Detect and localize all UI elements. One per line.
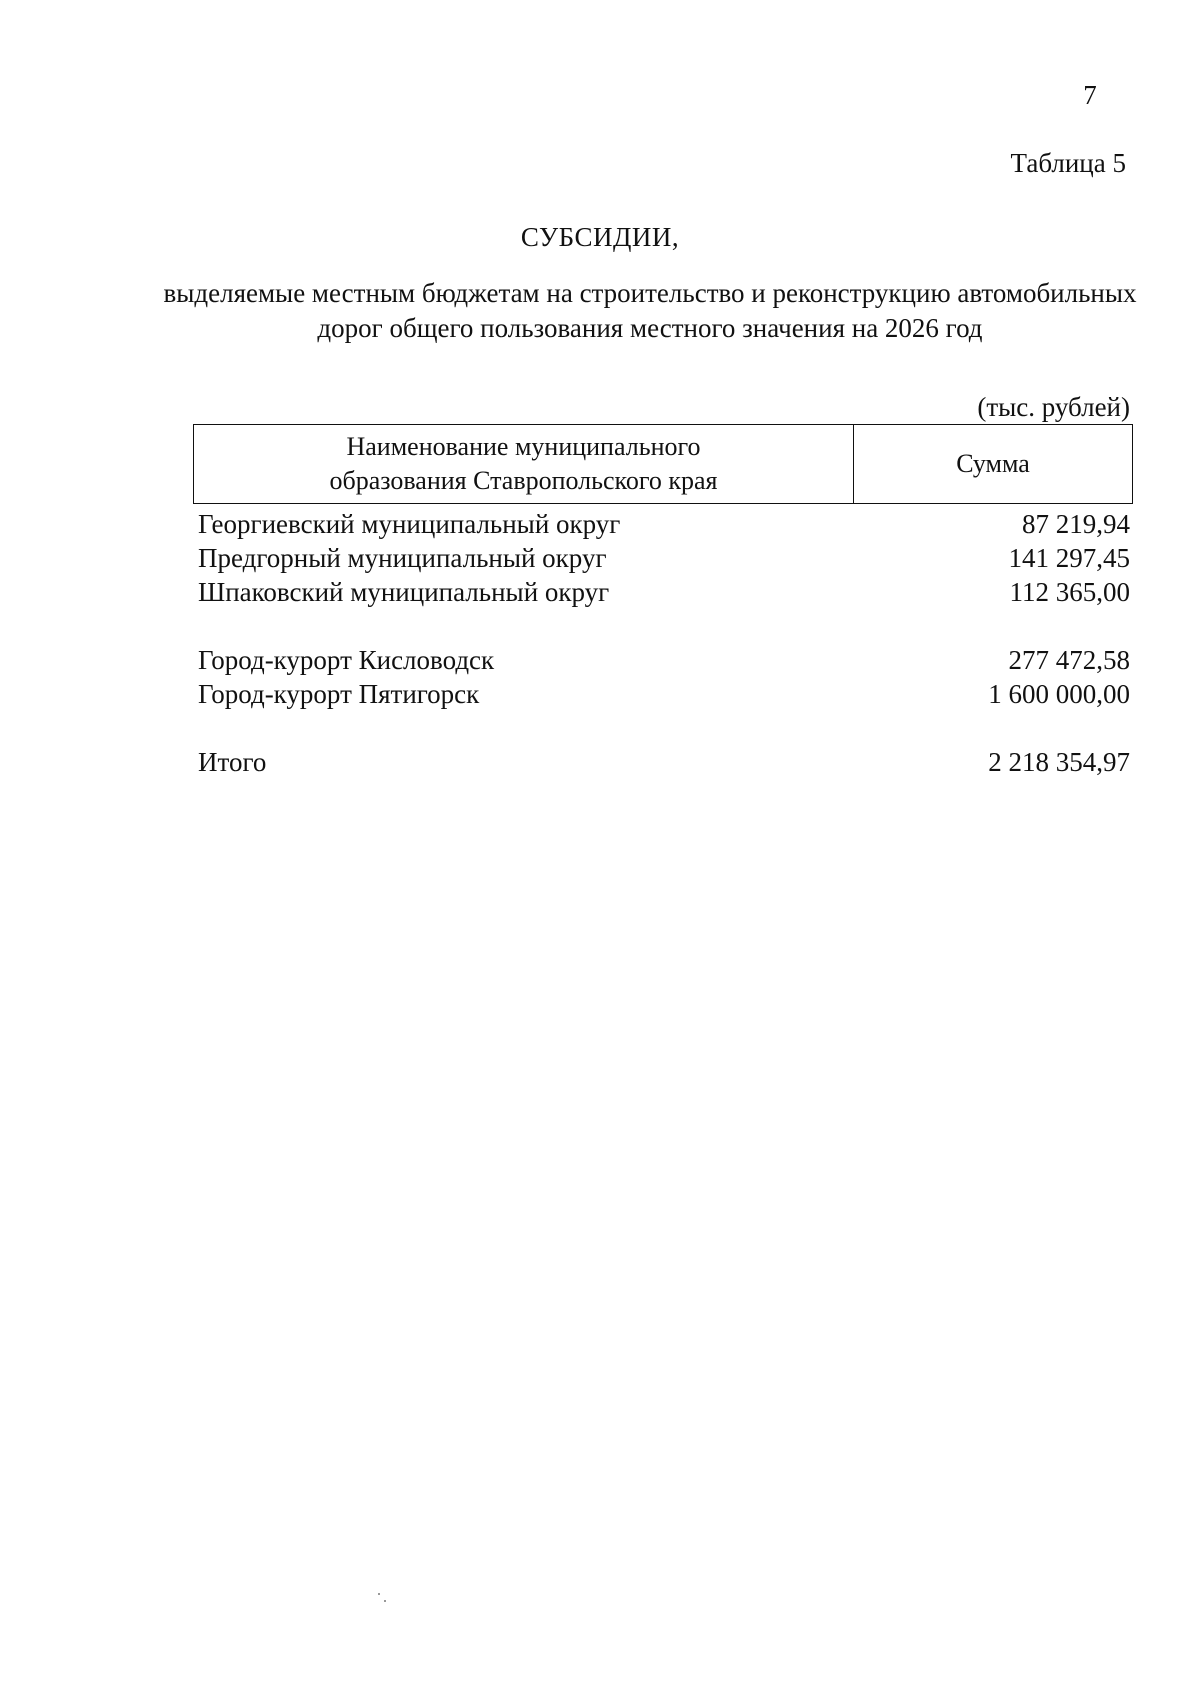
row-amount: 112 365,00 xyxy=(1009,577,1130,607)
table-body xyxy=(198,507,1130,779)
row-name: Предгорный муниципальный округ xyxy=(198,543,607,573)
total-row xyxy=(198,745,1130,779)
page-number: 7 xyxy=(1083,80,1097,110)
row-amount: 1 600 000,00 xyxy=(988,679,1130,709)
units-label: (тыс. рублей) xyxy=(977,392,1130,422)
total-amount: 2 218 354,97 xyxy=(988,747,1130,777)
table-label: Таблица 5 xyxy=(1010,148,1126,178)
scan-artifact xyxy=(378,1593,380,1595)
table-row xyxy=(198,507,1130,541)
scan-artifact xyxy=(384,1600,386,1602)
document-subtitle: выделяемые местным бюджетам на строительство и реконструкцию автомобильных дорог общего пользования местного значения на 2026 год xyxy=(163,278,1137,343)
table-row xyxy=(198,541,1130,575)
row-spacer xyxy=(198,609,1130,643)
row-amount: 87 219,94 xyxy=(1022,509,1130,539)
document-title: СУБСИДИИ, xyxy=(520,222,680,252)
table-row xyxy=(198,677,1130,711)
column-header-name: Наименование муниципального образования Ставропольского края xyxy=(194,425,854,503)
row-spacer xyxy=(198,711,1130,745)
row-name: Георгиевский муниципальный округ xyxy=(198,509,621,539)
total-label: Итого xyxy=(198,747,267,777)
table-row xyxy=(198,643,1130,677)
row-name: Шпаковский муниципальный округ xyxy=(198,577,610,607)
table-header xyxy=(193,424,1133,504)
row-name: Город-курорт Пятигорск xyxy=(198,679,480,709)
row-amount: 277 472,58 xyxy=(1008,645,1130,675)
column-header-sum: Сумма xyxy=(956,449,1030,478)
row-amount: 141 297,45 xyxy=(1008,543,1130,573)
row-name: Город-курорт Кисловодск xyxy=(198,645,495,675)
table-row xyxy=(198,575,1130,609)
